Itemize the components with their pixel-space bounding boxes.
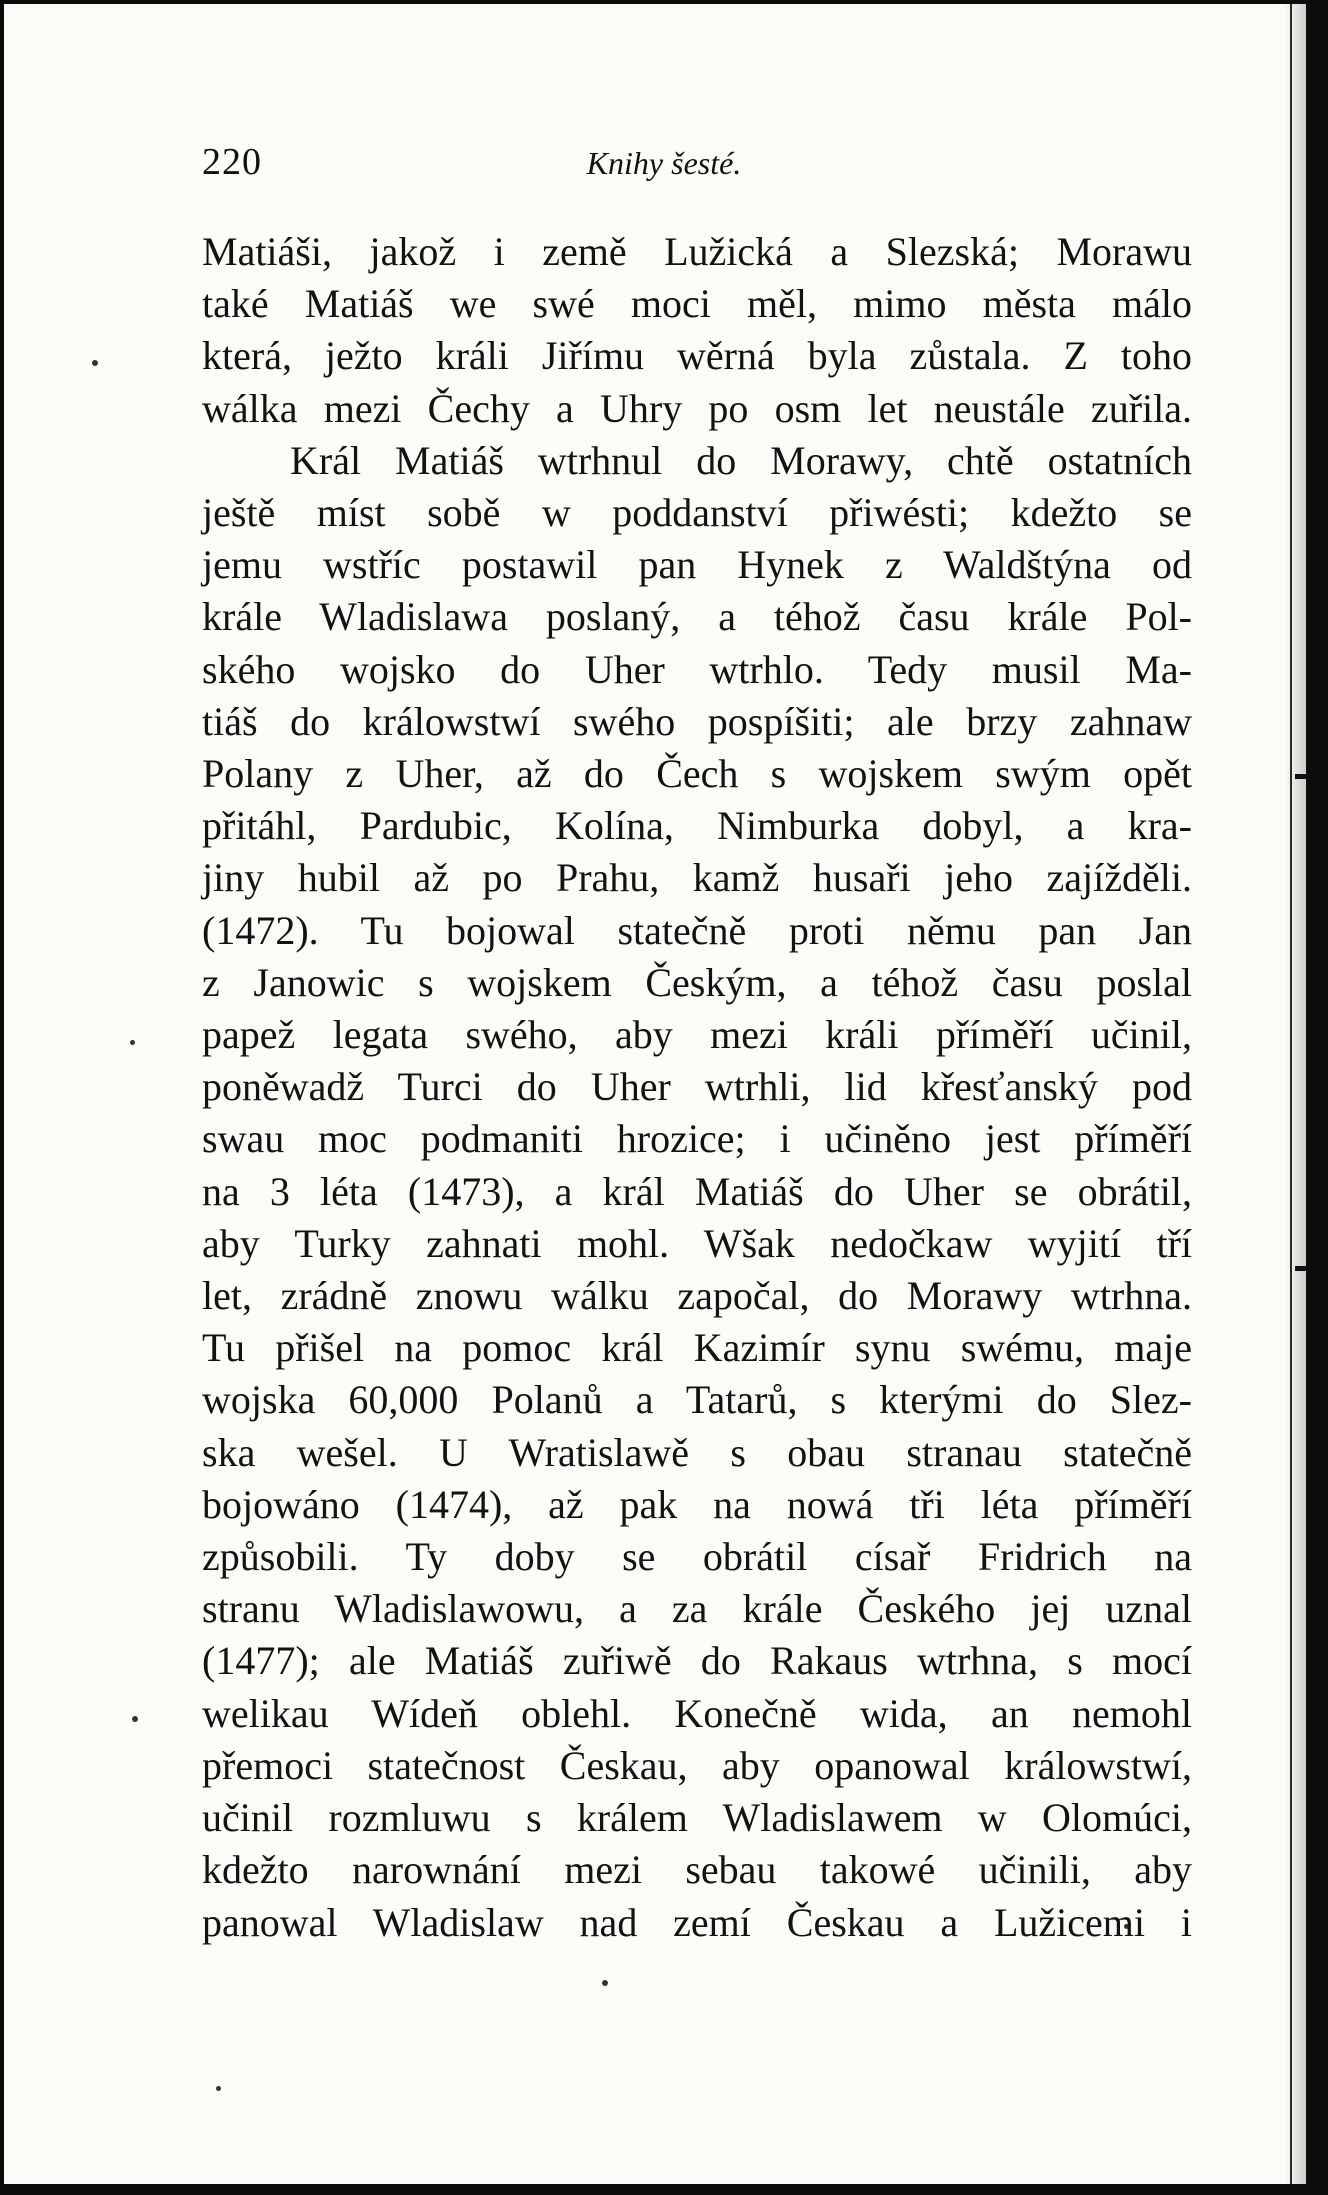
print-speck — [130, 1040, 135, 1045]
print-speck — [92, 360, 98, 366]
text-line: wálka mezi Čechy a Uhry po osm let neustále zuřila. — [202, 385, 1192, 431]
text-line: krále Wladislawa poslaný, a téhož času krále Pol- — [202, 594, 1192, 640]
text-line: papež legata swého, aby mezi králi příměří učinil, — [202, 1012, 1192, 1058]
text-line: která, ježto králi Jiřímu wěrná byla zůstala. Z toho — [202, 333, 1192, 379]
page-number: 220 — [202, 141, 262, 183]
text-line: ještě míst sobě w poddanství přiwésti; kdežto se — [202, 490, 1192, 536]
edge-mark — [1295, 774, 1306, 779]
edge-mark — [1295, 1266, 1306, 1271]
text-line: (1472). Tu bojowal statečně proti němu pan Jan — [202, 907, 1192, 953]
text-line: učinil rozmluwu s králem Wladislawem w Olomúci, — [202, 1795, 1192, 1841]
text-line: na 3 léta (1473), a král Matiáš do Uher se obrátil, — [202, 1168, 1192, 1214]
text-line: Tu přišel na pomoc král Kazimír synu swému, maje — [202, 1325, 1192, 1371]
text-line: Matiáši, jakož i země Lužická a Slezská; Morawu — [202, 229, 1192, 274]
text-line: z Janowic s wojskem Českým, a téhož času poslal — [202, 959, 1192, 1005]
text-line: přemoci statečnost Českau, aby opanowal králowstwí, — [202, 1742, 1192, 1788]
paragraph-start-line: Král Matiáš wtrhnul do Morawy, chtě ostatních — [290, 437, 1192, 483]
text-line: jiny hubil až po Prahu, kamž husaři jeho zajížděli. — [202, 855, 1192, 901]
text-line: tiáš do králowstwí swého pospíšiti; ale brzy zahnaw — [202, 698, 1192, 744]
text-line: aby Turky zahnati mohl. Wšak nedočkaw wyjití tří — [202, 1220, 1192, 1266]
text-line: let, zrádně znowu wálku započal, do Morawy wtrhna. — [202, 1273, 1192, 1319]
text-line: wojska 60,000 Polanů a Tatarů, s kterými do Slez- — [202, 1377, 1192, 1423]
text-line: welikau Wídeň oblehl. Konečně wida, an nemohl — [202, 1690, 1192, 1736]
print-speck — [216, 2086, 221, 2091]
page-edge-rule — [1290, 4, 1292, 2184]
print-speck — [132, 1716, 138, 1722]
text-line: přitáhl, Pardubic, Kolína, Nimburka dobyl, a kra- — [202, 803, 1192, 849]
page-edge-shadow — [1284, 4, 1306, 2184]
print-speck — [602, 1980, 608, 1986]
text-line: poněwadž Turci do Uher wtrhli, lid křesťanský pod — [202, 1064, 1192, 1110]
text-line: bojowáno (1474), až pak na nowá tři léta příměří — [202, 1481, 1192, 1527]
text-line: také Matiáš we swé moci měl, mimo města málo — [202, 281, 1192, 327]
text-line: ského wojsko do Uher wtrhlo. Tedy musil Ma- — [202, 646, 1192, 692]
running-head: Knihy šesté. — [586, 145, 742, 181]
text-line: Polany z Uher, až do Čech s wojskem swým opět — [202, 751, 1192, 797]
text-line: kdežto narownání mezi sebau takowé učinili, aby — [202, 1847, 1192, 1893]
body-text — [202, 226, 1192, 1949]
text-line: jemu wstříc postawil pan Hynek z Waldštýna od — [202, 542, 1192, 588]
text-line: stranu Wladislawowu, a za krále Českého jej uznal — [202, 1586, 1192, 1632]
text-line: (1477); ale Matiáš zuřiwě do Rakaus wtrhna, s mocí — [202, 1638, 1192, 1684]
text-line: způsobili. Ty doby se obrátil císař Fridrich na — [202, 1534, 1192, 1580]
text-line: ska wešel. U Wratislawě s obau stranau statečně — [202, 1429, 1192, 1475]
text-line: swau moc podmaniti hrozice; i učiněno jest příměří — [202, 1116, 1192, 1162]
text-line: panowal Wladislaw nad zemí Českau a Lužicemi i — [202, 1899, 1192, 1945]
